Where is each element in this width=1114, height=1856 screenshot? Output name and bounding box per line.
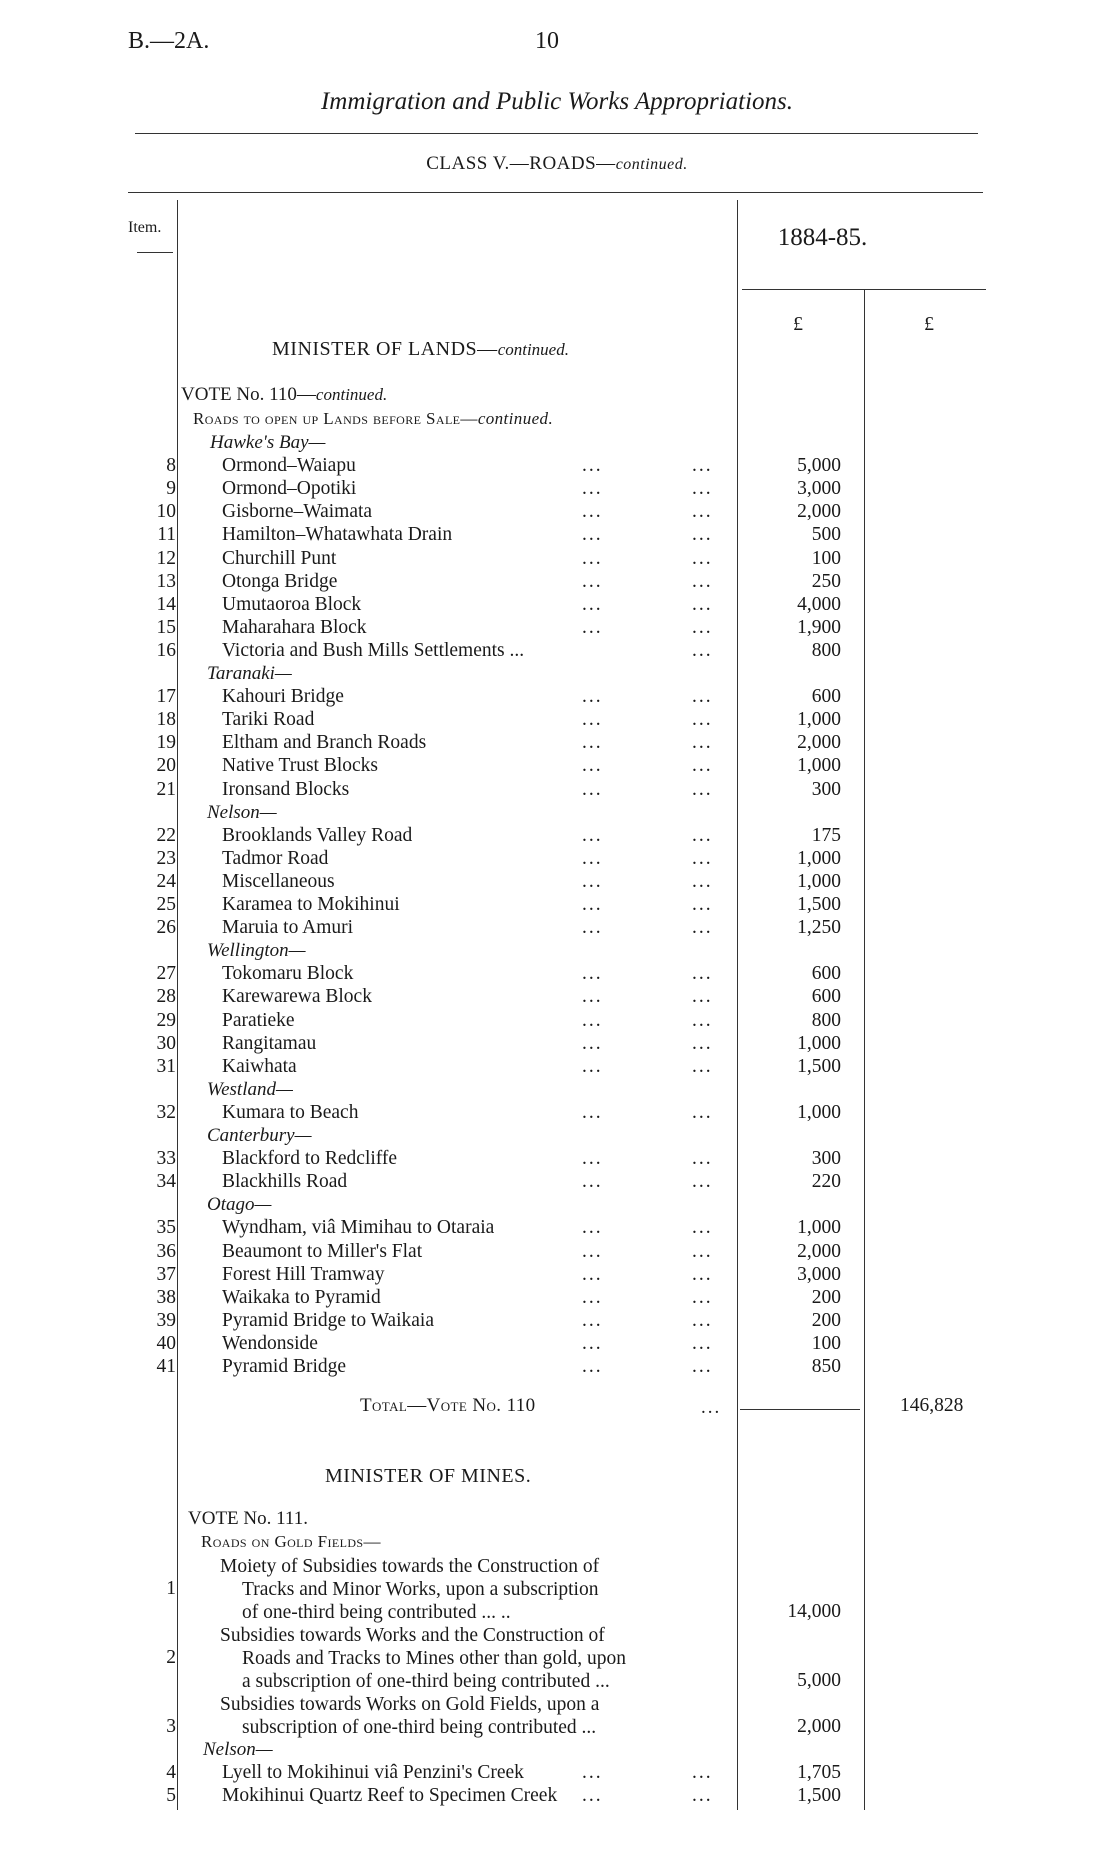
item-number: 16 — [156, 639, 176, 661]
item-number: 8 — [166, 455, 176, 477]
leader-dots: ... — [692, 870, 713, 892]
item-amount: 1,500 — [797, 894, 841, 915]
item-amount: 3,000 — [797, 1263, 841, 1285]
item-description: Kumara to Beach — [222, 1101, 359, 1123]
table-row — [0, 848, 1114, 871]
item-amount: 250 — [811, 570, 841, 592]
item-amount: 1,000 — [797, 1032, 841, 1054]
class-title: CLASS V.—ROADS—continued. — [426, 153, 688, 174]
item-number: 12 — [156, 547, 176, 569]
item-number: 39 — [156, 1309, 176, 1331]
leader-dots: ... — [692, 917, 713, 939]
paragraph-item — [220, 1693, 715, 1739]
item-amount: 600 — [811, 963, 841, 985]
leader-dots: ... — [582, 1032, 603, 1054]
document-reference: B.—2A. — [128, 28, 210, 54]
item-description: Pyramid Bridge to Waikaia — [222, 1309, 434, 1331]
item-amount: 850 — [811, 1356, 841, 1377]
leader-dots: ... — [582, 1309, 603, 1331]
leader-dots: ... — [692, 732, 713, 754]
leader-dots: ... — [582, 917, 603, 939]
item-number: 29 — [156, 1009, 176, 1031]
item-amount: 2,000 — [797, 1240, 841, 1262]
leader-dots: ... — [692, 1332, 713, 1354]
item-description: Tokomaru Block — [222, 963, 354, 985]
item-amount: 3,000 — [797, 478, 841, 500]
vote-110-heading: VOTE No. 110—continued. — [181, 384, 388, 405]
leader-dots: ... — [692, 478, 713, 500]
table-row — [0, 1310, 1114, 1333]
item-amount: 1,000 — [797, 755, 841, 777]
item-amount: 2,000 — [797, 732, 841, 754]
leader-dots: ... — [582, 1101, 603, 1123]
table-row — [0, 478, 1114, 501]
item-number: 20 — [156, 755, 176, 777]
table-row — [0, 1264, 1114, 1287]
item-number: 24 — [156, 870, 176, 892]
leader-dots: ... — [582, 501, 603, 523]
region-heading: Canterbury— — [207, 1125, 312, 1146]
item-number: 11 — [157, 524, 176, 546]
item-number: 18 — [156, 709, 176, 731]
item-amount: 100 — [811, 547, 841, 569]
vote-111-heading: VOTE No. 111. — [188, 1508, 308, 1529]
item-amount: 5,000 — [797, 455, 841, 477]
paragraph-line: Moiety of Subsidies towards the Construction of — [220, 1556, 600, 1577]
table-row — [0, 732, 1114, 755]
table-row — [0, 686, 1114, 709]
item-number: 4 — [166, 1762, 176, 1784]
leader-dots: ... — [692, 547, 713, 569]
item-number: 5 — [166, 1785, 176, 1807]
item-amount: 600 — [811, 986, 841, 1008]
table-row — [0, 571, 1114, 594]
leader-dots: ... — [582, 847, 603, 869]
item-number: 19 — [156, 732, 176, 754]
title-rule — [135, 133, 978, 134]
item-description: Rangitamau — [222, 1032, 317, 1054]
item-amount: 1,000 — [797, 870, 841, 892]
leader-dots: ... — [692, 501, 713, 523]
item-amount: 2,000 — [797, 501, 841, 523]
item-description: Karewarewa Block — [222, 986, 372, 1008]
table-row — [0, 1287, 1114, 1310]
paragraph-line: Subsidies towards Works on Gold Fields, upon a — [220, 1694, 600, 1715]
region-heading: Otago— — [207, 1194, 272, 1216]
item-description: Miscellaneous — [222, 870, 335, 892]
item-number: 21 — [156, 778, 176, 800]
year-header-rule — [742, 289, 986, 290]
region-heading: Taranaki— — [207, 663, 292, 684]
table-row — [0, 755, 1114, 778]
leader-dots: ... — [692, 778, 713, 800]
leader-dots: ... — [692, 1785, 713, 1807]
item-description: Hamilton–Whatawhata Drain — [222, 524, 453, 546]
item-description: Maruia to Amuri — [222, 917, 354, 939]
leader-dots: ... — [692, 593, 713, 615]
leader-dots: ... — [582, 1263, 603, 1285]
leader-dots: ... — [692, 616, 713, 638]
table-row — [0, 1010, 1114, 1033]
item-amount: 1,250 — [797, 917, 841, 939]
item-amount: 1,500 — [797, 1055, 841, 1077]
item-description: Kahouri Bridge — [222, 686, 344, 708]
leader-dots: ... — [692, 1009, 713, 1031]
item-amount: 4,000 — [797, 593, 841, 615]
item-description: Waikaka to Pyramid — [222, 1286, 381, 1308]
table-row — [0, 779, 1114, 802]
item-amount: 200 — [811, 1286, 841, 1308]
item-number: 38 — [156, 1286, 176, 1308]
paragraph-item — [220, 1555, 715, 1624]
item-amount: 1,000 — [797, 847, 841, 869]
item-description: Native Trust Blocks — [222, 755, 379, 777]
leader-dots: ... — [692, 709, 713, 731]
leader-dots: ... — [692, 894, 713, 915]
leader-dots: ... — [692, 824, 713, 846]
table-row — [0, 455, 1114, 478]
leader-dots: ... — [582, 1762, 603, 1784]
item-number: 37 — [156, 1263, 176, 1285]
paragraph-line: Tracks and Minor Works, upon a subscription — [242, 1579, 599, 1600]
item-number: 2 — [166, 1647, 176, 1668]
leader-dots: ... — [692, 1240, 713, 1262]
leader-dots: ... — [582, 1240, 603, 1262]
item-number: 26 — [156, 917, 176, 939]
item-number: 27 — [156, 963, 176, 985]
leader-dots: ... — [692, 639, 713, 661]
item-amount: 300 — [811, 778, 841, 800]
item-description: Maharahara Block — [222, 616, 367, 638]
item-number: 35 — [156, 1217, 176, 1239]
item-number: 13 — [156, 570, 176, 592]
paragraph-item — [220, 1624, 715, 1693]
table-row — [0, 548, 1114, 571]
leader-dots: ... — [692, 1055, 713, 1077]
item-number: 33 — [156, 1148, 176, 1170]
item-amount: 500 — [811, 524, 841, 546]
item-description: Blackford to Redcliffe — [222, 1148, 398, 1170]
item-amount: 175 — [811, 824, 841, 846]
table-row — [0, 640, 1114, 663]
item-description: Forest Hill Tramway — [222, 1263, 385, 1285]
leader-dots: ... — [582, 593, 603, 615]
table-row — [0, 1102, 1114, 1125]
table-row — [0, 1356, 1114, 1379]
item-column-header: Item. — [128, 219, 162, 236]
leader-dots: ... — [692, 455, 713, 477]
item-description: Otonga Bridge — [222, 570, 338, 592]
leader-dots: ... — [692, 1101, 713, 1123]
item-amount: 1,705 — [797, 1762, 841, 1784]
item-amount: 2,000 — [797, 1716, 841, 1737]
subheading-roads-open-lands: Roads to open up Lands before Sale—continued. — [193, 409, 554, 428]
item-description: Beaumont to Miller's Flat — [222, 1240, 423, 1262]
table-row — [0, 986, 1114, 1009]
item-amount: 1,000 — [797, 709, 841, 731]
leader-dots: ... — [582, 986, 603, 1008]
leader-dots: ... — [692, 570, 713, 592]
paragraph-line: a subscription of one-third being contributed ... — [242, 1671, 610, 1692]
item-number: 25 — [156, 894, 176, 915]
table-row — [0, 1171, 1114, 1194]
item-amount: 1,900 — [797, 616, 841, 638]
item-description: Brooklands Valley Road — [222, 824, 413, 846]
leader-dots: ... — [692, 1032, 713, 1054]
section-heading-lands: MINISTER OF LANDS—continued. — [272, 338, 569, 360]
leader-dots: ... — [582, 709, 603, 731]
item-number: 1 — [166, 1578, 176, 1599]
leader-dots: ... — [582, 1356, 603, 1377]
region-heading: Hawke's Bay— — [210, 432, 326, 453]
item-number: 34 — [156, 1171, 176, 1193]
table-row — [0, 894, 1114, 917]
leader-dots: ... — [582, 616, 603, 638]
item-number: 9 — [166, 478, 176, 500]
leader-dots: ... — [582, 547, 603, 569]
table-row — [0, 1148, 1114, 1171]
item-number: 32 — [156, 1101, 176, 1123]
region-heading: Nelson— — [203, 1739, 273, 1760]
total-leader-dots: ... — [701, 1397, 722, 1418]
leader-dots: ... — [582, 1785, 603, 1807]
item-amount: 14,000 — [787, 1601, 841, 1622]
item-description: Churchill Punt — [222, 547, 337, 569]
item-number: 3 — [166, 1716, 176, 1737]
region-heading: Westland— — [207, 1078, 293, 1100]
total-vote-110-label: Total—Vote No. 110 — [360, 1395, 536, 1416]
leader-dots: ... — [692, 1217, 713, 1239]
pound-sign-1: £ — [793, 313, 803, 335]
leader-dots: ... — [692, 755, 713, 777]
item-amount: 100 — [811, 1332, 841, 1354]
leader-dots: ... — [582, 894, 603, 915]
item-number: 22 — [156, 824, 176, 846]
table-row — [0, 871, 1114, 894]
item-number: 17 — [156, 686, 176, 708]
leader-dots: ... — [692, 1263, 713, 1285]
table-row — [0, 1762, 1114, 1785]
table-row — [0, 825, 1114, 848]
leader-dots: ... — [582, 824, 603, 846]
item-amount: 5,000 — [797, 1670, 841, 1691]
leader-dots: ... — [692, 1762, 713, 1784]
leader-dots: ... — [582, 778, 603, 800]
item-description: Umutaoroa Block — [222, 593, 362, 615]
table-row — [0, 1217, 1114, 1240]
item-description: Ormond–Opotiki — [222, 478, 357, 500]
item-description: Tariki Road — [222, 709, 315, 731]
item-description: Blackhills Road — [222, 1171, 348, 1193]
leader-dots: ... — [692, 686, 713, 708]
item-number: 23 — [156, 847, 176, 869]
item-number: 10 — [156, 501, 176, 523]
page-number: 10 — [535, 28, 559, 54]
pound-sign-2: £ — [924, 313, 934, 335]
item-number: 31 — [156, 1055, 176, 1077]
table-row — [0, 501, 1114, 524]
leader-dots: ... — [582, 1055, 603, 1077]
leader-dots: ... — [692, 963, 713, 985]
item-description: Pyramid Bridge — [222, 1356, 347, 1377]
item-number: 41 — [156, 1356, 176, 1377]
total-vote-110-amount: 146,828 — [900, 1395, 964, 1416]
item-amount: 800 — [811, 1009, 841, 1031]
table-row — [0, 1033, 1114, 1056]
leader-dots: ... — [582, 1009, 603, 1031]
item-description: Victoria and Bush Mills Settlements ... — [222, 639, 525, 661]
leader-dots: ... — [582, 1171, 603, 1193]
item-description: Ironsand Blocks — [222, 778, 350, 800]
subheading-roads-gold-fields: Roads on Gold Fields— — [201, 1532, 381, 1551]
table-row — [0, 1333, 1114, 1356]
item-amount: 800 — [811, 639, 841, 661]
leader-dots: ... — [582, 1286, 603, 1308]
item-amount: 300 — [811, 1148, 841, 1170]
leader-dots: ... — [582, 732, 603, 754]
paragraph-line: Roads and Tracks to Mines other than gold, upon — [242, 1648, 627, 1669]
item-description: Eltham and Branch Roads — [222, 732, 427, 754]
leader-dots: ... — [692, 986, 713, 1008]
item-description: Tadmor Road — [222, 847, 329, 869]
leader-dots: ... — [582, 1217, 603, 1239]
paragraph-line: subscription of one-third being contributed ... — [242, 1717, 597, 1738]
item-description: Mokihinui Quartz Reef to Specimen Creek — [222, 1785, 558, 1807]
item-description: Kaiwhata — [222, 1055, 297, 1077]
item-description: Wyndham, viâ Mimihau to Otaraia — [222, 1217, 495, 1239]
item-description: Ormond–Waiapu — [222, 455, 356, 477]
leader-dots: ... — [582, 478, 603, 500]
item-number: 36 — [156, 1240, 176, 1262]
table-row — [0, 1056, 1114, 1079]
item-number: 14 — [156, 593, 176, 615]
item-description: Wendonside — [222, 1332, 318, 1354]
subtotal-rule — [740, 1409, 860, 1410]
item-amount: 600 — [811, 686, 841, 708]
leader-dots: ... — [692, 847, 713, 869]
table-row — [0, 617, 1114, 640]
leader-dots: ... — [582, 524, 603, 546]
year-header: 1884-85. — [777, 224, 868, 251]
item-amount: 200 — [811, 1309, 841, 1331]
table-row — [0, 524, 1114, 547]
table-row — [0, 709, 1114, 732]
table-row — [0, 1241, 1114, 1264]
leader-dots: ... — [582, 455, 603, 477]
item-description: Karamea to Mokihinui — [222, 894, 400, 915]
leader-dots: ... — [692, 1286, 713, 1308]
leader-dots: ... — [692, 1148, 713, 1170]
section-heading-mines: MINISTER OF MINES. — [325, 1465, 532, 1487]
item-number: 15 — [156, 616, 176, 638]
table-row — [0, 917, 1114, 940]
item-amount: 1,000 — [797, 1217, 841, 1239]
region-heading: Wellington— — [207, 940, 306, 962]
page-title: Immigration and Public Works Appropriations. — [320, 88, 793, 115]
table-row — [0, 594, 1114, 617]
leader-dots: ... — [582, 755, 603, 777]
leader-dots: ... — [692, 1356, 713, 1377]
leader-dots: ... — [582, 1332, 603, 1354]
leader-dots: ... — [582, 870, 603, 892]
table-row — [0, 963, 1114, 986]
item-amount: 1,500 — [797, 1785, 841, 1807]
item-description: Paratieke — [222, 1009, 295, 1031]
item-header-rule — [137, 252, 173, 253]
leader-dots: ... — [692, 1171, 713, 1193]
item-description: Lyell to Mokihinui viâ Penzini's Creek — [222, 1762, 524, 1784]
table-row — [0, 1785, 1114, 1808]
leader-dots: ... — [692, 524, 713, 546]
paragraph-line: of one-third being contributed ... .. — [242, 1602, 511, 1623]
region-heading: Nelson— — [207, 801, 277, 823]
item-number: 30 — [156, 1032, 176, 1054]
leader-dots: ... — [582, 1148, 603, 1170]
item-amount: 1,000 — [797, 1101, 841, 1123]
leader-dots: ... — [582, 963, 603, 985]
leader-dots: ... — [582, 686, 603, 708]
item-number: 28 — [156, 986, 176, 1008]
item-amount: 220 — [811, 1171, 841, 1193]
paragraph-line: Subsidies towards Works and the Construction of — [220, 1625, 605, 1646]
leader-dots: ... — [582, 570, 603, 592]
item-description: Gisborne–Waimata — [222, 501, 373, 523]
item-number: 40 — [156, 1332, 176, 1354]
table-top-rule — [128, 192, 983, 193]
leader-dots: ... — [692, 1309, 713, 1331]
